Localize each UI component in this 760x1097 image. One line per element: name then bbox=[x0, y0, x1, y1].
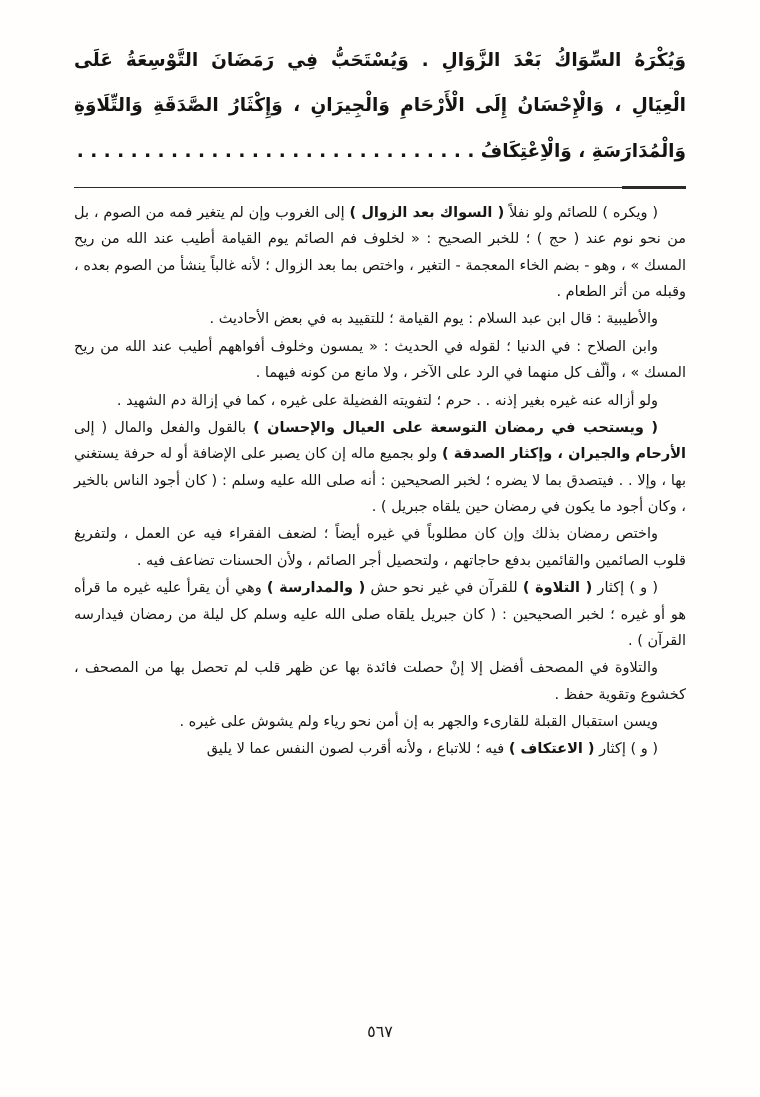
commentary-paragraph bbox=[74, 575, 686, 654]
commentary-paragraph bbox=[74, 521, 686, 574]
text-segment: إلى الغروب وإن لم يتغير فمه من الصوم ، بل من نحو نوم عند ( حج ) ؛ للخبر الصحيح : « لخلوف فم الصائم يوم القيامة أطيب عند الله من ريح المسك » ، وهو - بضم الخاء المعجمة - التغير ، واختص بما بعد الزوال ؛ لأنه غالباً ينشأ من الصوم بعده ، وقبله من أثر الطعام . bbox=[74, 204, 686, 301]
text-segment: ( ويستحب في رمضان التوسعة على العيال والإحسان ) bbox=[253, 419, 658, 436]
commentary bbox=[74, 200, 686, 763]
text-segment: والتلاوة في المصحف أفضل إلا إنْ حصلت فائدة بها عن ظهر قلب لم تحصل بها من المصحف ، كخشوع وتقوية حفظ . bbox=[74, 660, 686, 703]
text-segment: ( السواك بعد الزوال ) bbox=[349, 204, 505, 221]
text-segment: ( و ) إكثار bbox=[592, 580, 658, 597]
commentary-paragraph bbox=[74, 388, 686, 414]
commentary-paragraph bbox=[74, 709, 686, 735]
text-segment: ( ويكره ) للصائم ولو نفلاً bbox=[504, 204, 658, 221]
matn-text: وَيُكْرَهُ السِّوَاكُ بَعْدَ الزَّوَالِ . وَيُسْتَحَبُّ فِي رَمَضَانَ التَّوْسِعَةُ عَلَى الْعِيَالِ ، وَالْإِحْسَانُ إِلَى الْأَرْحَامِ وَالْجِيرَانِ ، وَإِكْثَارُ الصَّدَقَةِ وَالتِّلَاوَةِ وَالْمُدَارَسَةِ ، وَالْاِعْتِكَافُ . . . . . . . . . . . . . . . . . . . . . . . . . . . . . . bbox=[74, 50, 686, 162]
matn-commentary-divider bbox=[74, 186, 686, 190]
text-segment: ولو أزاله عنه غيره بغير إذنه . . حرم ؛ لتفويته الفضيلة على غيره ، كما في إزالة دم الشهيد . bbox=[116, 392, 658, 409]
page-number: ٥٦٧ bbox=[367, 1022, 393, 1041]
text-segment: ( التلاوة ) bbox=[522, 580, 593, 597]
text-segment: ( والمدارسة ) bbox=[266, 580, 366, 597]
text-segment: والأطيبية : قال ابن عبد السلام : يوم القيامة ؛ للتقييد به في بعض الأحاديث . bbox=[209, 311, 658, 328]
text-segment: واختص رمضان بذلك وإن كان مطلوباً في غيره أيضاً ؛ لضعف الفقراء فيه عن العمل ، ولتفريغ قلوب الصائمين والقائمين بدفع حاجاتهم ، ولتحصيل أجر الصائم ، ولأن الحسنات تضاعف فيه . bbox=[74, 526, 686, 569]
commentary-paragraph bbox=[74, 415, 686, 521]
text-segment: بالقول والفعل والمال ( إلى bbox=[74, 419, 254, 436]
commentary-paragraph bbox=[74, 306, 686, 332]
commentary-paragraph bbox=[74, 200, 686, 306]
text-segment: ( و ) إكثار bbox=[594, 741, 658, 758]
text-segment: ( الاعتكاف ) bbox=[508, 741, 595, 758]
text-segment: ويسن استقبال القبلة للقارىء والجهر به إن أمن نحو رياء ولم يشوش على غيره . bbox=[179, 714, 658, 731]
text-segment: وهي أن يقرأ عليه غيره ما قرأه هو أو غيره ؛ لخبر الصحيحين : ( كان جبريل يلقاه صلى الله عليه وسلم كل ليلة من رمضان فيدارسه القرآن ) . bbox=[74, 580, 686, 649]
text-segment: الأرحام والجيران ، وإكثار الصدقة ) bbox=[441, 446, 686, 463]
divider-line bbox=[74, 187, 686, 188]
commentary-paragraph bbox=[74, 736, 686, 762]
commentary-paragraph bbox=[74, 655, 686, 708]
text-segment: للقرآن في غير نحو حش bbox=[365, 580, 523, 597]
divider-right-tick bbox=[622, 186, 686, 189]
text-segment: ولو بجميع ماله إن كان يصبر على الإضافة أو له حرفة يستغني بها ، وإلا . . فيتصدق بما لا يضره ؛ لخبر الصحيحين : أنه صلى الله عليه وسلم : ( كان أجود الناس بالخير ، وكان أجود ما يكون في رمضان حين يلقاه جبريل ) . bbox=[74, 446, 686, 516]
text-segment: وابن الصلاح : في الدنيا ؛ لقوله في الحديث : « يمسون وخلوف أفواههم أطيب عند الله من ريح المسك » ، وألّف كل منهما في الرد على الآخر ، ولا مانع من كونه فيهما . bbox=[74, 338, 686, 382]
text-segment: فيه ؛ للاتباع ، ولأنه أقرب لصون النفس عما لا يليق bbox=[206, 741, 509, 758]
commentary-paragraph bbox=[74, 334, 686, 387]
